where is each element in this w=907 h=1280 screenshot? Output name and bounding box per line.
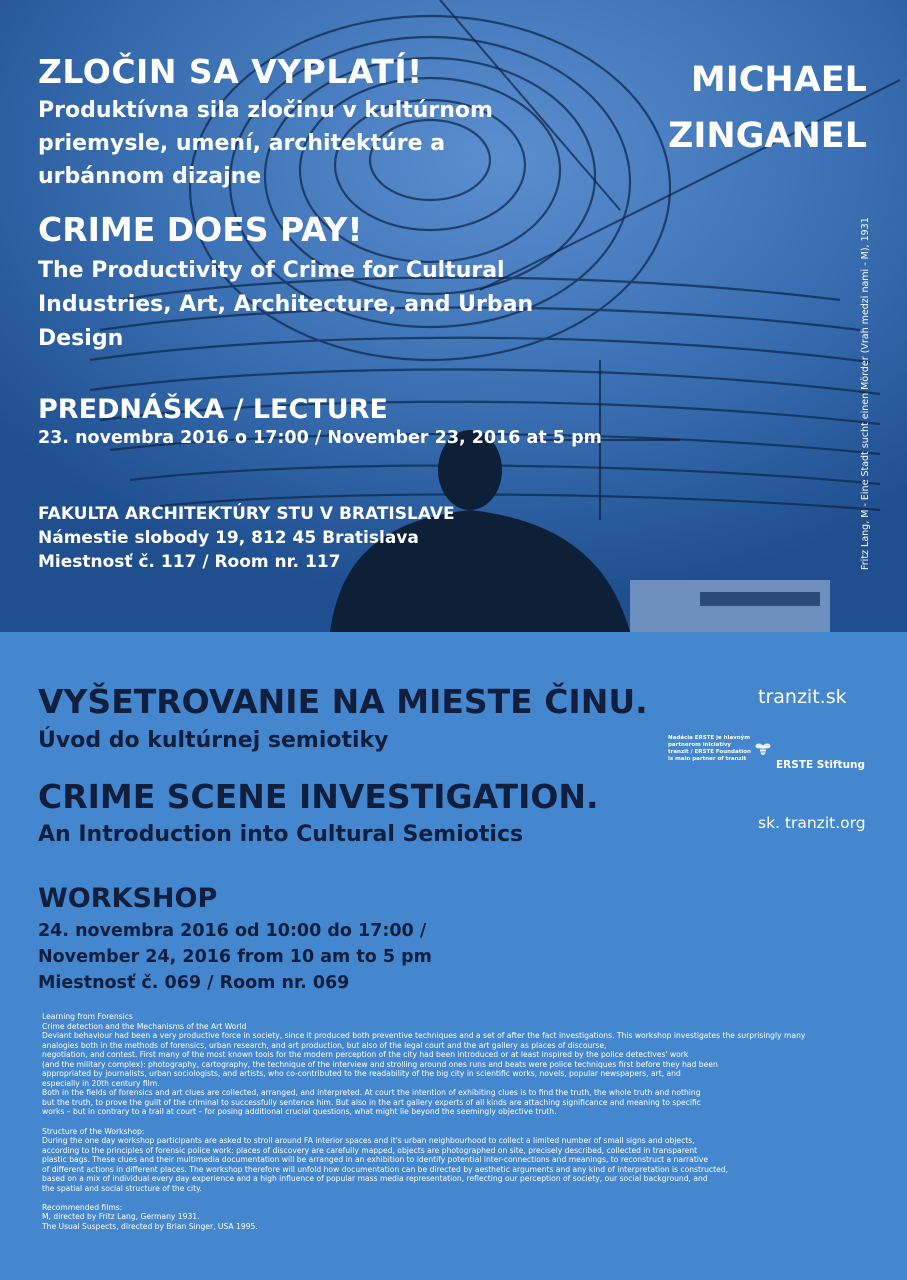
workshop-subtitle-sk: Úvod do kultúrnej semiotiky bbox=[38, 728, 389, 753]
paragraph-gap bbox=[42, 1193, 872, 1203]
workshop-title-en: CRIME SCENE INVESTIGATION. bbox=[38, 777, 599, 816]
tranzit-logo: tranzit.sk bbox=[758, 686, 847, 708]
body-line: based on a mix of individual every day experience and a high influence of popular mass media representation, reflecting our perception of society, our social background, and bbox=[42, 1174, 708, 1184]
lecture-date: 23. novembra 2016 o 17:00 / November 23, 2016 at 5 pm bbox=[38, 428, 602, 448]
body-line: especially in 20th century film. bbox=[42, 1078, 160, 1088]
body-line: of different actions in different places. The workshop therefore will unfold how documentation can be directed by aesthetic arguments and any kind of interpretation is constructed, bbox=[42, 1164, 728, 1174]
workshop-subtitle-en: An Introduction into Cultural Semiotics bbox=[38, 822, 524, 847]
venue-block bbox=[38, 502, 558, 574]
body-line: Structure of the Workshop: bbox=[42, 1126, 145, 1136]
lecture-title-en: CRIME DOES PAY! bbox=[38, 210, 363, 249]
workshop-date-en: November 24, 2016 from 10 am to 5 pm bbox=[38, 947, 432, 967]
body-line: The Usual Suspects, directed by Brian Singer, USA 1995. bbox=[42, 1221, 258, 1231]
body-line: Recommended films: bbox=[42, 1202, 123, 1212]
body-line: according to the principles of forensic police work: places of discovery are carefully mapped, objects are photographed on site, precisely described, collected in transparent bbox=[42, 1145, 698, 1155]
workshop-description bbox=[42, 1012, 872, 1231]
body-line: During the one day workshop participants are asked to stroll around FA interior spaces and it's urban neighbourhood to collect a limited number of small signs and objects, bbox=[42, 1136, 695, 1146]
body-line: Crime detection and the Mechanisms of the Art World bbox=[42, 1021, 247, 1031]
workshop-room: Miestnosť č. 069 / Room nr. 069 bbox=[38, 973, 350, 993]
workshop-details bbox=[38, 918, 558, 996]
lecture-subtitle-sk: Produktívna sila zločinu v kultúrnom priemysle, umení, architektúre a urbánnom dizajne bbox=[38, 98, 493, 189]
author-name bbox=[668, 52, 867, 164]
body-line: (and the military complex): photography, cartography, the technique of the interview and strolling around ones runs and beats were police techniques first before they had been bbox=[42, 1059, 718, 1069]
body-line: negotiation, and contest. First many of the most known tools for the modern perception of the city had been introduced or at least inspired by the police detectives' work bbox=[42, 1050, 689, 1060]
erste-stiftung-logo: ERSTE Stiftung bbox=[776, 759, 866, 771]
erste-bee-icon bbox=[754, 740, 772, 758]
venue-address: Námestie slobody 19, 812 45 Bratislava bbox=[38, 528, 419, 548]
body-line: Deviant behaviour had been a very productive force in society, since it produced both preventive techniques and a set of after the fact investigations. This workshop investigates the surprisingly many bbox=[42, 1031, 806, 1041]
lecture-heading: PREDNÁŠKA / LECTURE bbox=[38, 394, 388, 425]
body-line: appropriated by journalists, urban sociologists, and artists, who co-contributed to the readability of the big city in scientific works, novels, popular newspapers, art, and bbox=[42, 1069, 681, 1079]
body-line: Both in the fields of forensics and art clues are collected, arranged, and interpreted. At court the intention of exhibiting clues is to find the truth, the whole truth and nothing bbox=[42, 1088, 701, 1098]
body-line: Learning from Forensics bbox=[42, 1012, 133, 1021]
workshop-date-sk: 24. novembra 2016 od 10:00 do 17:00 / bbox=[38, 921, 427, 941]
body-line: but the truth, to prove the guilt of the criminal to successfully sentence him. But also in the art gallery experts of all kinds are attaching significance and meaning to specific bbox=[42, 1097, 701, 1107]
body-line: works – but in contrary to a trail at court – for posing additional crucial questions, what might lie beyond the seemingly objective truth. bbox=[42, 1107, 557, 1117]
body-line: M, directed by Fritz Lang, Germany 1931. bbox=[42, 1212, 200, 1222]
photo-credit: Fritz Lang, M - Eine Stadt sucht einen Mörder (Vrah medzi nami - M), 1931 bbox=[860, 217, 871, 570]
author-last-name: ZINGANEL bbox=[667, 116, 867, 156]
sk-tranzit-url: sk. tranzit.org bbox=[758, 814, 866, 832]
workshop-title-sk: VYŠETROVANIE NA MIESTE ČINU. bbox=[38, 682, 648, 721]
venue-room: Miestnosť č. 117 / Room nr. 117 bbox=[38, 552, 341, 572]
body-line: the spatial and social structure of the city. bbox=[42, 1183, 202, 1193]
workshop-section bbox=[0, 632, 907, 1280]
lecture-subtitle-en: The Productivity of Crime for Cultural Industries, Art, Architecture, and Urban Design bbox=[38, 258, 534, 351]
body-line: analogies both in the methods of forensics, urban research, and art production, but also of the legal court and the art gallery as places of discourse, bbox=[42, 1040, 607, 1050]
venue-name: FAKULTA ARCHITEKTÚRY STU V BRATISLAVE bbox=[38, 504, 455, 524]
body-line: plastic bags. These clues and their multimedia documentation will be arranged in an exhibition to identify potential inter-connections and meanings, to reconstruct a narrative bbox=[42, 1155, 709, 1165]
workshop-heading: WORKSHOP bbox=[38, 883, 218, 914]
hero-photo-section bbox=[0, 0, 907, 632]
author-first-name: MICHAEL bbox=[690, 60, 867, 100]
lecture-title-sk: ZLOČIN SA VYPLATÍ! bbox=[38, 52, 423, 91]
paragraph-gap bbox=[42, 1117, 872, 1127]
sponsor-note: Nadácia ERSTE je hlavným partnerom iniciatívy tranzit / ERSTE Foundation is main partner of tranzit bbox=[668, 735, 751, 762]
